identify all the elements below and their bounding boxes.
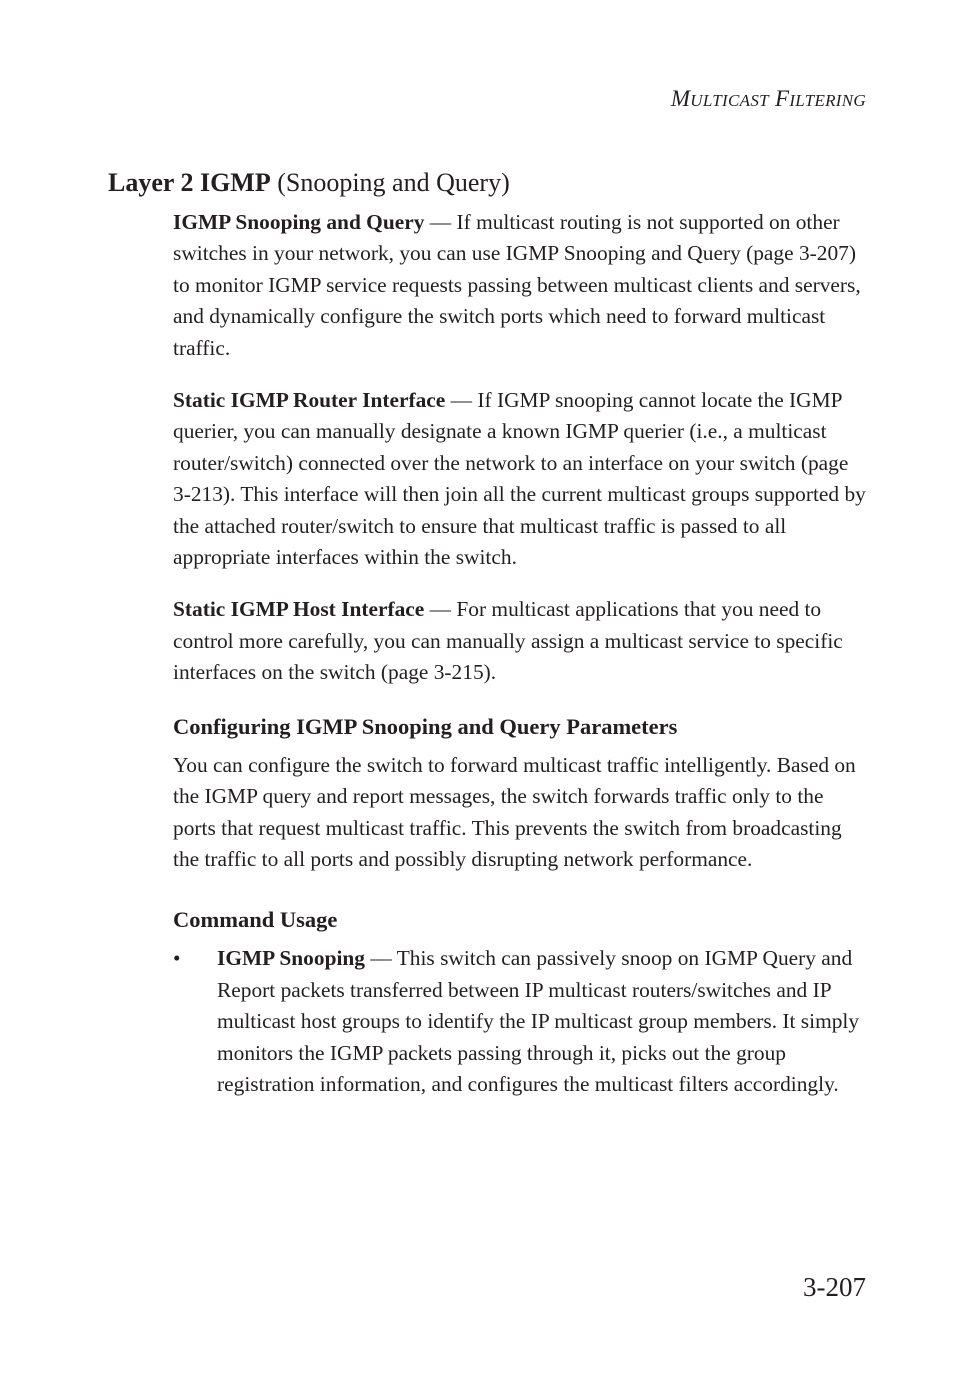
list-item-text: — This switch can passively snoop on IGMP Query and Report packets transferred between IP multicast routers/switches and IP multicast host groups to identify the IP multicast group members. It simply monitors the IGMP packets passing through it, picks out the group registration information, and configures the multicast filters accordingly. xyxy=(217,946,860,1096)
running-header-cap-2: F xyxy=(774,86,790,111)
paragraph-igmp-snooping-query xyxy=(173,207,866,364)
paragraph-text: — If multicast routing is not supported on other switches in your network, you can use IGMP Snooping and Query (page 3-207) to monitor IGMP service requests passing between multicast clients and servers, and dynamically configure the switch ports which need to forward multicast traffic. xyxy=(173,210,861,360)
paragraph-term: Static IGMP Host Interface xyxy=(173,597,425,622)
paragraph-term: Static IGMP Router Interface xyxy=(173,388,446,413)
section-title xyxy=(108,168,510,198)
page-content xyxy=(173,207,866,1100)
paragraph-static-router-interface xyxy=(173,385,866,573)
running-header-cap-1: M xyxy=(670,86,691,111)
running-header-rest-2: ILTERING xyxy=(789,91,866,110)
command-usage-heading: Command Usage xyxy=(173,907,338,933)
configuring-body: You can configure the switch to forward multicast traffic intelligently. Based on the IGMP query and report messages, the switch forwards traffic only to the ports that request multicast traffic. This prevents the switch from broadcasting the traffic to all ports and possibly disrupting network performance. xyxy=(173,752,856,871)
list-item-term: IGMP Snooping xyxy=(217,946,366,971)
list-item xyxy=(173,943,866,1100)
section-title-rest: (Snooping and Query) xyxy=(270,168,510,197)
page-number: 3-207 xyxy=(803,1272,866,1302)
running-header-rest-1: ULTICAST xyxy=(690,91,769,110)
bullet-icon: • xyxy=(173,946,181,971)
paragraph-term: IGMP Snooping and Query xyxy=(173,210,425,234)
running-header xyxy=(671,86,866,112)
paragraph-text: — If IGMP snooping cannot locate the IGMP querier, you can manually designate a known IGMP querier (i.e., a multicast router/switch) connected over the network to an interface on your switch (page 3-213). This interface will then join all the current multicast groups supported by the attached router/switch to ensure that multicast traffic is passed to all appropriate interfaces within the switch. xyxy=(173,388,866,570)
configuring-heading: Configuring IGMP Snooping and Query Parameters xyxy=(173,713,678,739)
paragraph-text: — For multicast applications that you need to control more carefully, you can manually assign a multicast service to specific interfaces on the switch (page 3-215). xyxy=(173,597,843,685)
command-usage-list xyxy=(173,943,866,1100)
paragraph-static-host-interface xyxy=(173,594,866,688)
section-title-bold: Layer 2 IGMP xyxy=(108,168,271,197)
